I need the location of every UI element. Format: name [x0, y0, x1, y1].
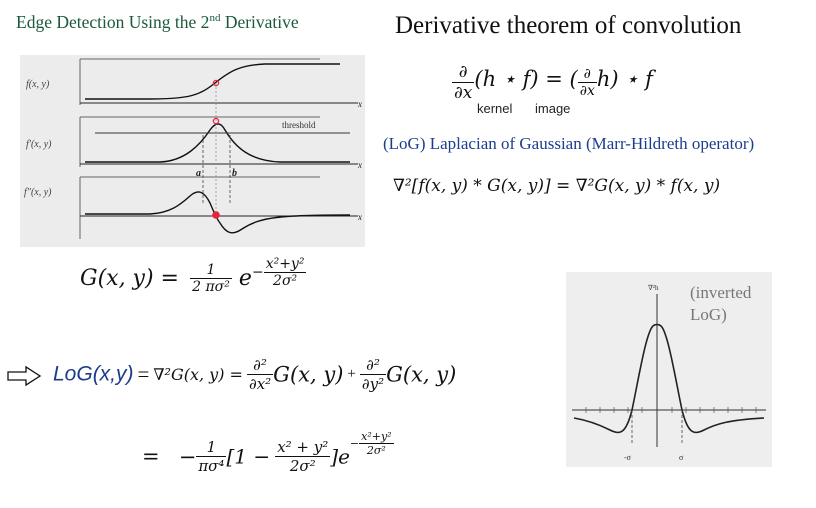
log-gy: G(x, y) — [386, 362, 457, 387]
gaussian-coef-num: 1 — [206, 262, 216, 278]
label-b: b — [232, 168, 237, 179]
threshold-label: threshold — [282, 120, 316, 130]
log-closed-form-equation — [142, 430, 394, 475]
log-title: (LoG) Laplacian of Gaussian (Marr-Hildreth operator) — [383, 134, 755, 153]
log-eq-sign: = — [137, 362, 150, 386]
log-laplacian: ∇²G(x, y) = — [153, 365, 243, 384]
partial-dx-2: ∂x — [579, 83, 595, 99]
axis-x-label-2: x — [358, 160, 362, 170]
arrow-shape — [8, 367, 40, 385]
log-gx: G(x, y) — [273, 362, 344, 387]
edge-derivatives-plot — [20, 55, 365, 247]
inverted-log-plot — [566, 272, 772, 467]
inverted-log-figure — [566, 272, 772, 467]
title-left-tail: Derivative — [220, 12, 299, 32]
log-definition-equation — [53, 356, 456, 393]
partial-dx: ∂x — [454, 83, 473, 103]
caption-line-1: (inverted — [690, 283, 752, 302]
zero-crossing-marker — [212, 211, 220, 219]
gaussian-exp-den: 2σ² — [264, 272, 307, 289]
closed-exp-minus: − — [349, 437, 360, 450]
gaussian-equation — [80, 256, 306, 295]
hollow-right-arrow-icon — [6, 365, 42, 392]
log-lhs: LoG(x,y) — [53, 362, 134, 386]
gaussian-exp-num: x²+y² — [265, 256, 305, 272]
edge-derivatives-figure — [20, 55, 365, 247]
closed-minus: − — [178, 444, 197, 469]
ylabel-f: f(x, y) — [26, 79, 50, 90]
partial-symbol: ∂ — [458, 62, 468, 82]
tick-pos-sigma: σ — [679, 453, 684, 462]
derivative-theorem-title: Derivative theorem of convolution — [395, 12, 742, 39]
log-ylabel: ∇²h — [648, 284, 659, 292]
conv-rhs: h) ⋆ f — [596, 67, 653, 92]
title-left-sup: nd — [209, 12, 221, 25]
gaussian-exp-sign: − — [251, 264, 264, 281]
caption-line-2: LoG) — [690, 305, 727, 324]
log-plus: + — [347, 366, 356, 382]
log-dy2: ∂y² — [361, 375, 385, 393]
figure-background — [20, 55, 365, 247]
ylabel-f-double-prime: f″(x, y) — [24, 187, 52, 198]
kernel-label: kernel — [477, 101, 513, 116]
convolution-theorem-equation — [452, 62, 653, 103]
log-d2-y: ∂² — [366, 356, 380, 374]
edge-detection-title — [16, 12, 299, 33]
closed-eq-sign: = — [142, 444, 160, 469]
axis-x-label-3: x — [358, 212, 362, 222]
conv-lhs: (h ⋆ f) = ( — [474, 67, 578, 92]
title-left-main: Edge Detection Using the 2 — [16, 12, 210, 32]
axis-x-label-1: x — [358, 99, 362, 109]
closed-exp-den: 2σ² — [359, 443, 393, 457]
log-d2-x: ∂² — [253, 356, 267, 374]
tick-neg-sigma: -σ — [624, 453, 631, 462]
label-a: a — [196, 168, 201, 179]
partial-symbol-2: ∂ — [583, 66, 591, 82]
closed-one: 1 — [206, 438, 217, 456]
closed-bracket-close: ]e — [330, 444, 350, 469]
closed-bracket-open: [1 − — [226, 444, 271, 469]
gaussian-base-e: e — [238, 266, 252, 291]
closed-den: πσ⁴ — [198, 457, 225, 475]
closed-exp-num: x²+y² — [361, 430, 392, 443]
gaussian-coef-den: 2 πσ² — [192, 279, 230, 295]
gaussian-lhs: G(x, y) = — [80, 266, 179, 291]
arrow-svg — [6, 365, 42, 387]
ylabel-f-prime: f′(x, y) — [26, 139, 52, 150]
closed-frac-den: 2σ² — [275, 456, 330, 475]
closed-frac-num: x² + y² — [277, 438, 329, 456]
image-label: image — [535, 101, 571, 116]
log-convolution-identity: ∇²[f(x, y) * G(x, y)] = ∇²G(x, y) * f(x, y) — [393, 176, 721, 196]
log-dx2: ∂x² — [248, 375, 272, 393]
